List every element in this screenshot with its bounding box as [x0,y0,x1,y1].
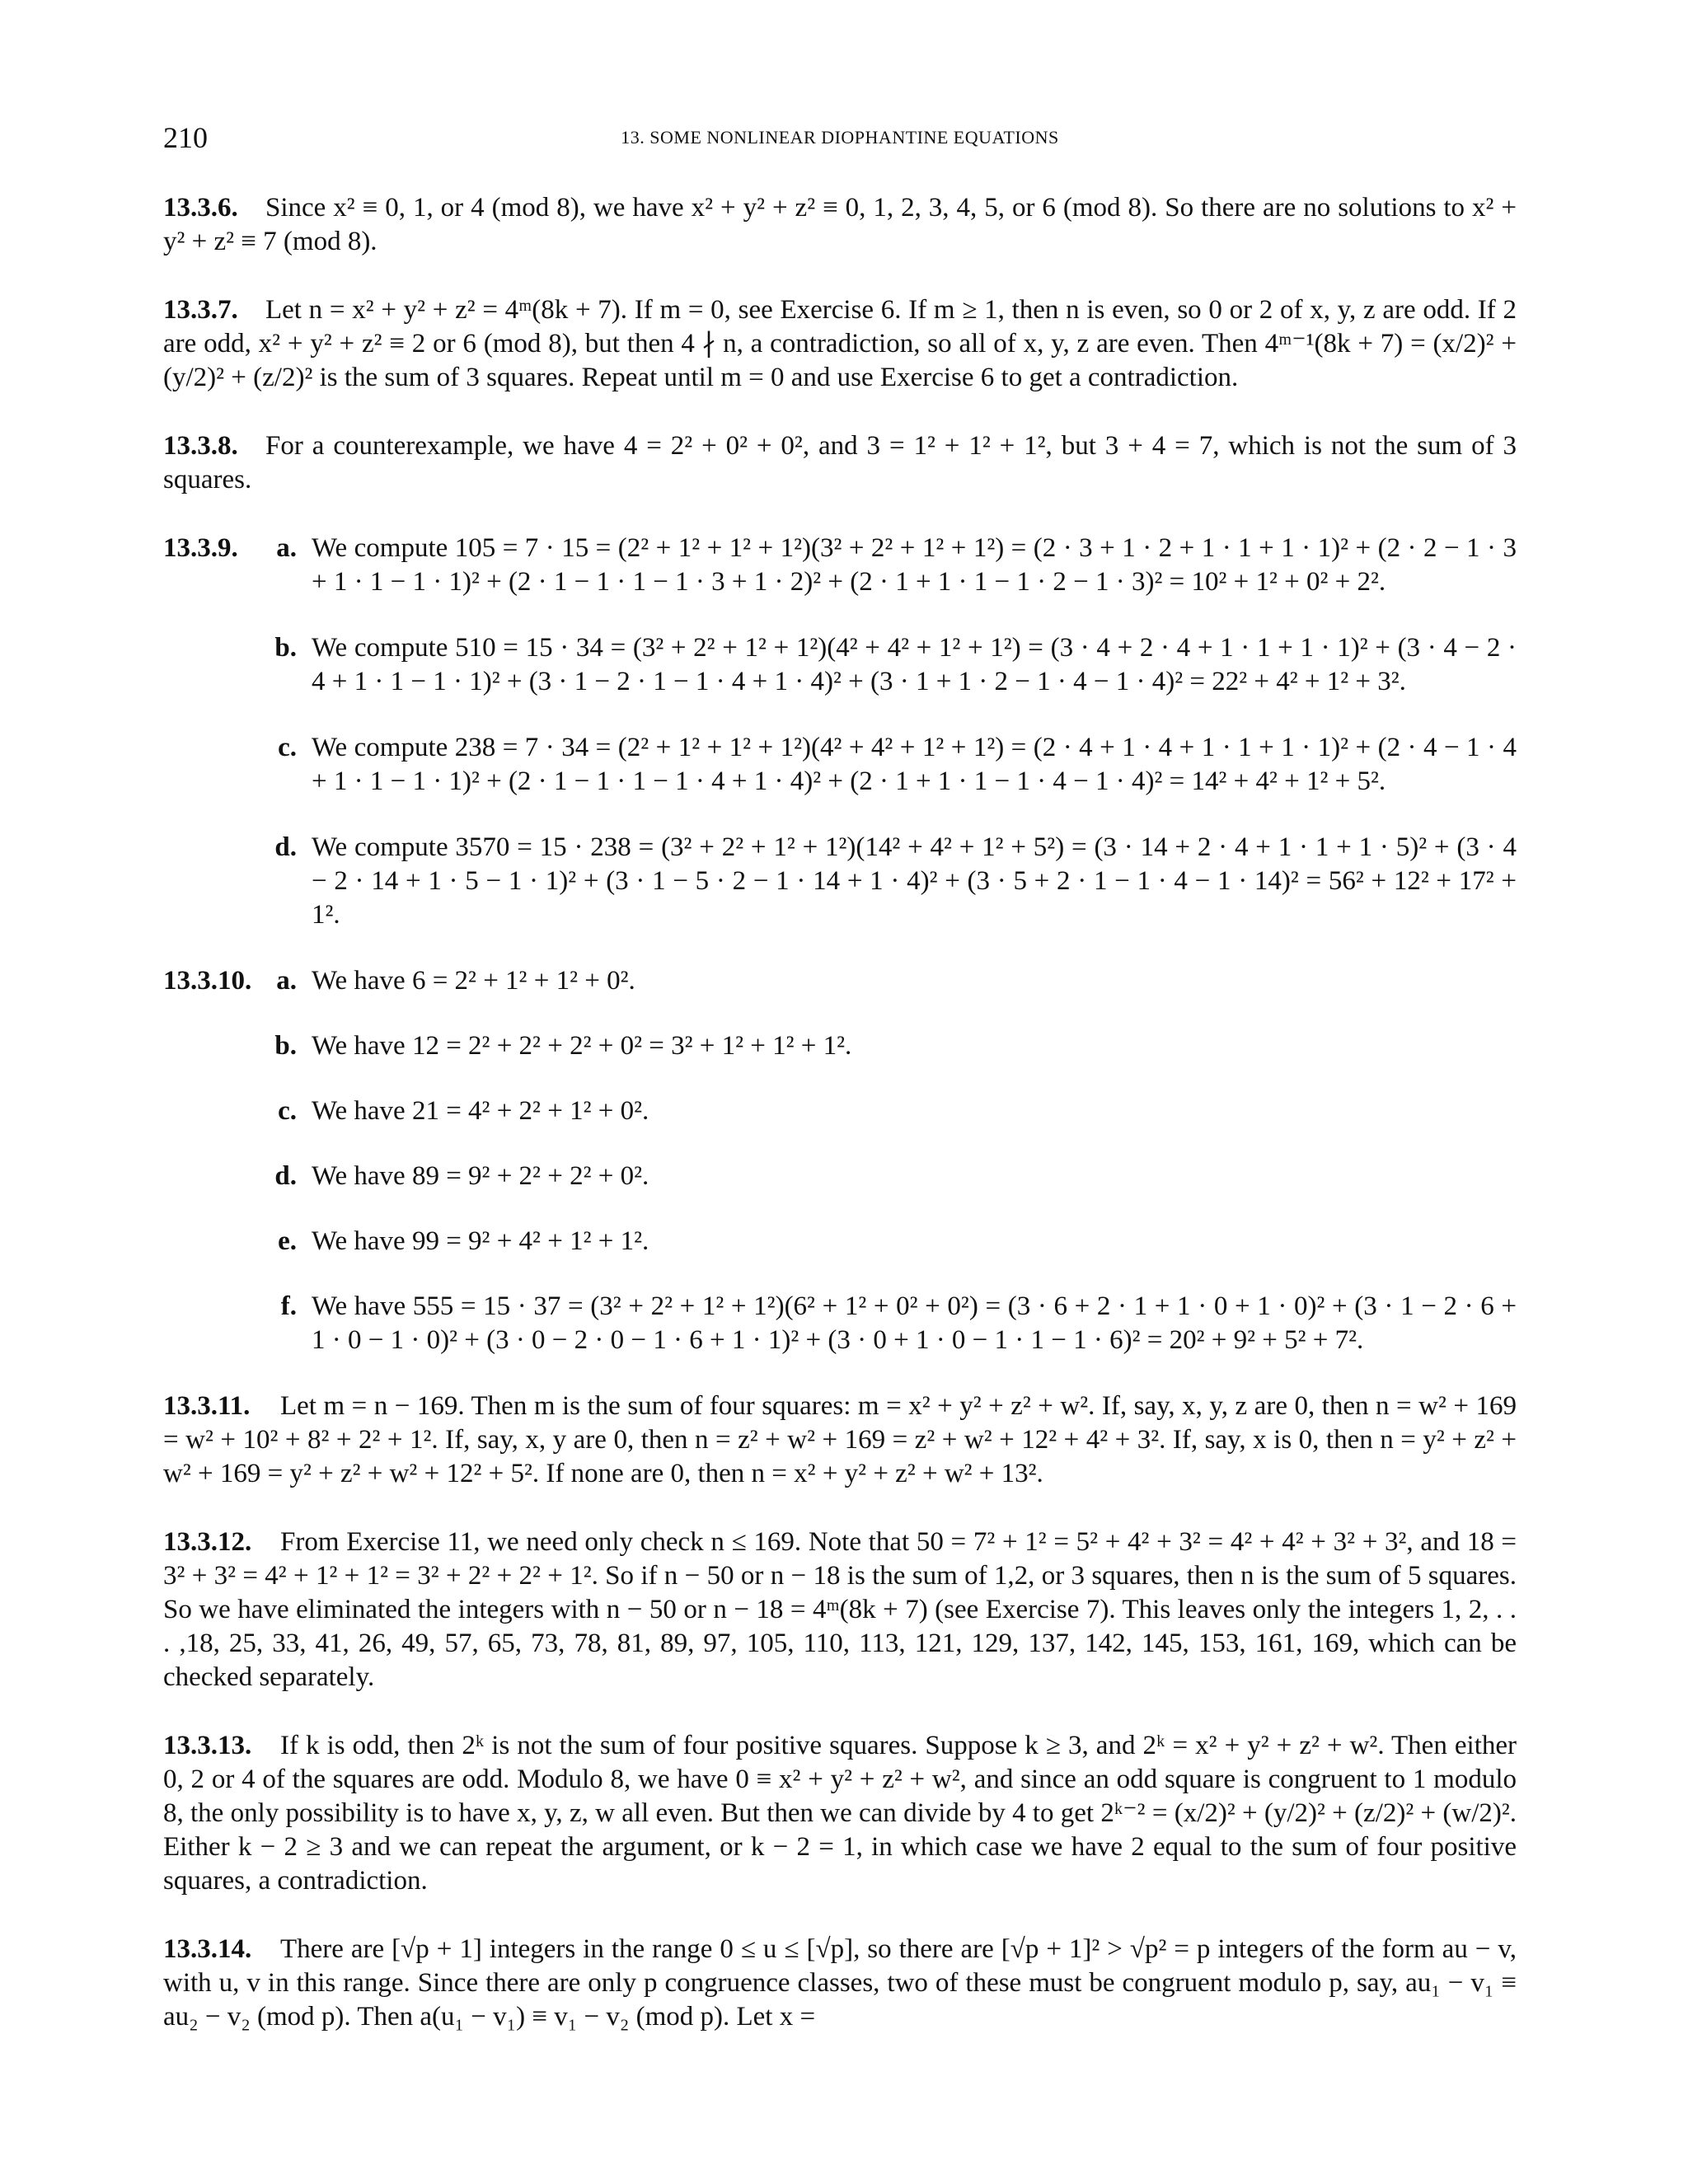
exercise-13-3-7 [163,293,1517,395]
exercise-number: 13.3.8. [163,431,238,461]
exercise-13-3-9 [163,532,1517,932]
exercise-number: 13.3.13. [163,1731,252,1760]
exercise-13-3-11 [163,1390,1517,1491]
part-text: We have 89 = 9² + 2² + 2² + 0². [312,1161,649,1191]
exercise-text: Since x² ≡ 0, 1, or 4 (mod 8), we have x² + y² + z² ≡ 0, 1, 2, 3, 4, 5, or 6 (mod 8). So there are no solutions to x² + y² + z² ≡ 7 (mod 8). [163,193,1517,256]
part-text: We have 21 = 4² + 2² + 1² + 0². [312,1096,649,1126]
part-b [163,631,1517,699]
exercise-number: 13.3.7. [163,295,238,325]
exercise-number: 13.3.10. [163,966,252,996]
part-a [163,964,1517,998]
part-letter: a. [276,533,297,563]
part-text: We have 99 = 9² + 4² + 1² + 1². [312,1226,649,1256]
exercise-number: 13.3.6. [163,193,238,223]
part-text: We have 555 = 15 · 37 = (3² + 2² + 1² + 1²)(6² + 1² + 0² + 0²) = (3 · 6 + 2 · 1 + 1 · 0 + 1 · 0)² + (3 · 1 − 2 · 6 + 1 · 0 − 1 · 0)² + (3 · 0 − 2 · 0 − 1 · 6 + 1 · 1)² + (3 · 0 + 1 · 0 − 1 · 1 − 1 · 6)² = 20² + 9² + 5² + 7². [312,1291,1517,1355]
part-letter: d. [274,1161,297,1191]
exercise-number: 13.3.14. [163,1934,252,1964]
part-d [163,1160,1517,1193]
part-letter: c. [278,1096,297,1126]
part-letter: b. [274,633,297,663]
page-header [163,120,1517,162]
part-letter: c. [278,733,297,762]
part-letter: a. [276,966,297,996]
part-letter: d. [274,832,297,862]
part-f [163,1290,1517,1357]
exercise-number: 13.3.11. [163,1391,251,1421]
part-text: We compute 3570 = 15 · 238 = (3² + 2² + 1² + 1²)(14² + 4² + 1² + 5²) = (3 · 14 + 2 · 4 + 1 · 1 + 1 · 5)² + (3 · 4 − 2 · 14 + 1 · 5 − 1 · 1)² + (3 · 1 − 5 · 2 − 1 · 14 + 1 · 4)² + (3 · 5 + 2 · 1 − 1 · 4 − 1 · 14)² = 56² + 12² + 17² + 1². [312,832,1517,930]
exercise-text: For a counterexample, we have 4 = 2² + 0² + 0², and 3 = 1² + 1² + 1², but 3 + 4 = 7, which is not the sum of 3 squares. [163,431,1517,494]
exercise-text: If k is odd, then 2ᵏ is not the sum of four positive squares. Suppose k ≥ 3, and 2ᵏ = x² + y² + z² + w². Then either 0, 2 or 4 of the squares are odd. Modulo 8, we have 0 ≡ x² + y² + z² + w², and since an odd square is congruent to 1 modulo 8, the only possibility is to have x, y, z, w all even. But then we can divide by 4 to get 2ᵏ⁻² = (x/2)² + (y/2)² + (z/2)² + (w/2)². Either k − 2 ≥ 3 and we can repeat the argument, or k − 2 = 1, in which case we have 2 equal to the sum of four positive squares, a contradiction. [163,1731,1517,1896]
exercise-number: 13.3.12. [163,1527,252,1557]
part-text: We have 6 = 2² + 1² + 1² + 0². [312,966,635,996]
exercise-text: Let m = n − 169. Then m is the sum of four squares: m = x² + y² + z² + w². If, say, x, y, z are 0, then n = w² + 169 = w² + 10² + 8² + 2² + 1². If, say, x, y are 0, then n = z² + w² + 169 = z² + w² + 12² + 4² + 3². If, say, x is 0, then n = y² + z² + w² + 169 = y² + z² + w² + 12² + 5². If none are 0, then n = x² + y² + z² + w² + 13². [163,1391,1517,1488]
exercise-13-3-8 [163,429,1517,497]
page-number: 210 [163,121,208,154]
part-letter: f. [280,1291,297,1321]
part-text: We have 12 = 2² + 2² + 2² + 0² = 3² + 1² + 1² + 1². [312,1031,852,1061]
exercise-13-3-6 [163,191,1517,259]
part-e [163,1225,1517,1258]
part-b [163,1029,1517,1063]
part-text: We compute 510 = 15 · 34 = (3² + 2² + 1² + 1²)(4² + 4² + 1² + 1²) = (3 · 4 + 2 · 4 + 1 · 1 + 1 · 1)² + (3 · 4 − 2 · 4 + 1 · 1 − 1 · 1)² + (3 · 1 − 2 · 1 − 1 · 4 + 1 · 4)² + (3 · 1 + 1 · 2 − 1 · 4 − 1 · 4)² = 22² + 4² + 1² + 3². [312,633,1517,696]
part-text: We compute 105 = 7 · 15 = (2² + 1² + 1² + 1²)(3² + 2² + 1² + 1²) = (2 · 3 + 1 · 2 + 1 · 1 + 1 · 1)² + (2 · 2 − 1 · 3 + 1 · 1 − 1 · 1)² + (2 · 1 − 1 · 1 − 1 · 3 + 1 · 2)² + (2 · 1 + 1 · 1 − 1 · 2 − 1 · 3)² = 10² + 1² + 0² + 2². [312,533,1517,597]
part-letter: b. [274,1031,297,1061]
exercise-13-3-10 [163,964,1517,1357]
part-a [163,532,1517,599]
solutions-body [163,191,1517,2069]
exercise-number: 13.3.9. [163,533,238,563]
part-c [163,731,1517,799]
part-d [163,831,1517,932]
running-head: 13. SOME NONLINEAR DIOPHANTINE EQUATIONS [621,127,1059,148]
exercise-text: From Exercise 11, we need only check n ≤ 169. Note that 50 = 7² + 1² = 5² + 4² + 3² = 4² + 4² + 3² + 3², and 18 = 3² + 3² = 4² + 1² + 1² = 3² + 2² + 2² + 1². So if n − 50 or n − 18 is the sum of 1,2, or 3 squares, then n is the sum of 5 squares. So we have eliminated the integers with n − 50 or n − 18 = 4ᵐ(8k + 7) (see Exercise 7). This leaves only the integers 1, 2, . . . ,18, 25, 33, 41, 26, 49, 57, 65, 73, 78, 81, 89, 97, 105, 110, 113, 121, 129, 137, 142, 145, 153, 161, 169, which can be checked separately. [163,1527,1517,1692]
exercise-text: There are [√p + 1] integers in the range 0 ≤ u ≤ [√p], so there are [√p + 1]² > √p² = p integers of the form au − v, with u, v in this range. Since there are only p congruence classes, two of these must be congruent modulo p, say, au₁ − v₁ ≡ au₂ − v₂ (mod p). Then a(u₁ − v₁) ≡ v₁ − v₂ (mod p). Let x = [163,1934,1517,2032]
exercise-13-3-12 [163,1526,1517,1694]
exercise-13-3-14 [163,1933,1517,2034]
part-text: We compute 238 = 7 · 34 = (2² + 1² + 1² + 1²)(4² + 4² + 1² + 1²) = (2 · 4 + 1 · 4 + 1 · 1 + 1 · 1)² + (2 · 4 − 1 · 4 + 1 · 1 − 1 · 1)² + (2 · 1 − 1 · 1 − 1 · 4 + 1 · 4)² + (2 · 1 + 1 · 1 − 1 · 4 − 1 · 4)² = 14² + 4² + 1² + 5². [312,733,1517,796]
exercise-text: Let n = x² + y² + z² = 4ᵐ(8k + 7). If m = 0, see Exercise 6. If m ≥ 1, then n is even, so 0 or 2 of x, y, z are odd. If 2 are odd, x² + y² + z² ≡ 2 or 6 (mod 8), but then 4 ∤ n, a contradiction, so all of x, y, z are even. Then 4ᵐ⁻¹(8k + 7) = (x/2)² + (y/2)² + (z/2)² is the sum of 3 squares. Repeat until m = 0 and use Exercise 6 to get a contradiction. [163,295,1517,392]
part-letter: e. [278,1226,297,1256]
part-c [163,1094,1517,1128]
exercise-13-3-13 [163,1729,1517,1898]
